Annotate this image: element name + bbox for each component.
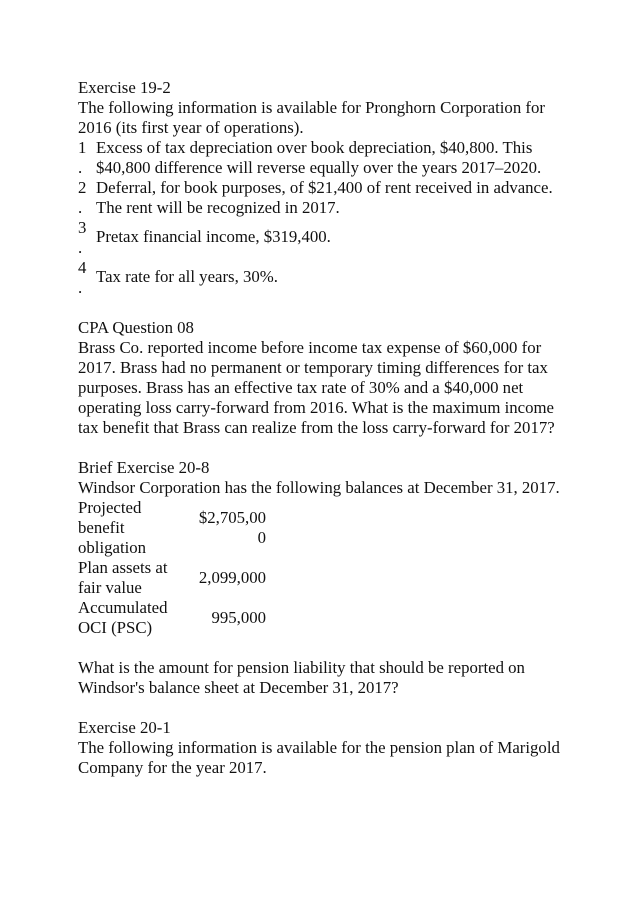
list-item bbox=[78, 218, 578, 258]
balance-value: 2,099,000 bbox=[198, 568, 266, 587]
balance-label: Projected benefit obligation bbox=[78, 498, 147, 557]
list-item-number: 2 . bbox=[78, 178, 87, 217]
list-item bbox=[78, 138, 578, 178]
list-item-number: 3 . bbox=[78, 218, 87, 257]
exercise-19-2-list bbox=[78, 138, 578, 298]
exercise-19-2-section bbox=[78, 78, 578, 298]
list-item bbox=[78, 178, 578, 218]
balance-label: Plan assets at fair value bbox=[78, 558, 168, 597]
exercise-19-2-intro: The following information is available for Pronghorn Corporation for 2016 (its first year of operations). bbox=[78, 98, 545, 137]
cpa-question-08-section bbox=[78, 318, 578, 438]
balances-table bbox=[78, 498, 268, 638]
list-item-number: 4 . bbox=[78, 258, 87, 297]
brief-exercise-20-8-intro: Windsor Corporation has the following balances at December 31, 2017. bbox=[78, 478, 560, 497]
list-item-text: Pretax financial income, $319,400. bbox=[96, 227, 331, 246]
list-item-text: Excess of tax depreciation over book depreciation, $40,800. This $40,800 difference will reverse equally over the years 2017–2020. bbox=[96, 138, 542, 177]
balance-label: Accumulated OCI (PSC) bbox=[78, 598, 168, 637]
brief-exercise-20-8-section bbox=[78, 458, 578, 698]
brief-exercise-20-8-question: What is the amount for pension liability that should be reported on Windsor's balance sheet at December 31, 2017? bbox=[78, 658, 525, 697]
list-item-text: Deferral, for book purposes, of $21,400 of rent received in advance. The rent will be recognized in 2017. bbox=[96, 178, 553, 217]
exercise-20-1-intro: The following information is available for the pension plan of Marigold Company for the year 2017. bbox=[78, 738, 560, 777]
exercise-20-1-section bbox=[78, 718, 578, 778]
table-row bbox=[78, 558, 268, 598]
brief-exercise-20-8-title: Brief Exercise 20-8 bbox=[78, 458, 210, 477]
table-row bbox=[78, 498, 268, 558]
exercise-19-2-title: Exercise 19-2 bbox=[78, 78, 171, 97]
document-page bbox=[78, 78, 578, 778]
balance-value: $2,705,000 bbox=[198, 508, 266, 547]
list-item bbox=[78, 258, 578, 298]
table-row bbox=[78, 598, 268, 638]
balance-value: 995,000 bbox=[211, 608, 266, 627]
list-item-text: Tax rate for all years, 30%. bbox=[96, 267, 278, 286]
cpa-question-08-body: Brass Co. reported income before income tax expense of $60,000 for 2017. Brass had no permanent or temporary timing differences for tax purposes. Brass has an effective tax rate of 30% and a $40,000 net operating loss carry-forward from 2016. What is the maximum income tax benefit that Brass can realize from the loss carry-forward for 2017? bbox=[78, 338, 555, 437]
list-item-number: 1 . bbox=[78, 138, 87, 177]
exercise-20-1-title: Exercise 20-1 bbox=[78, 718, 171, 737]
cpa-question-08-title: CPA Question 08 bbox=[78, 318, 194, 337]
